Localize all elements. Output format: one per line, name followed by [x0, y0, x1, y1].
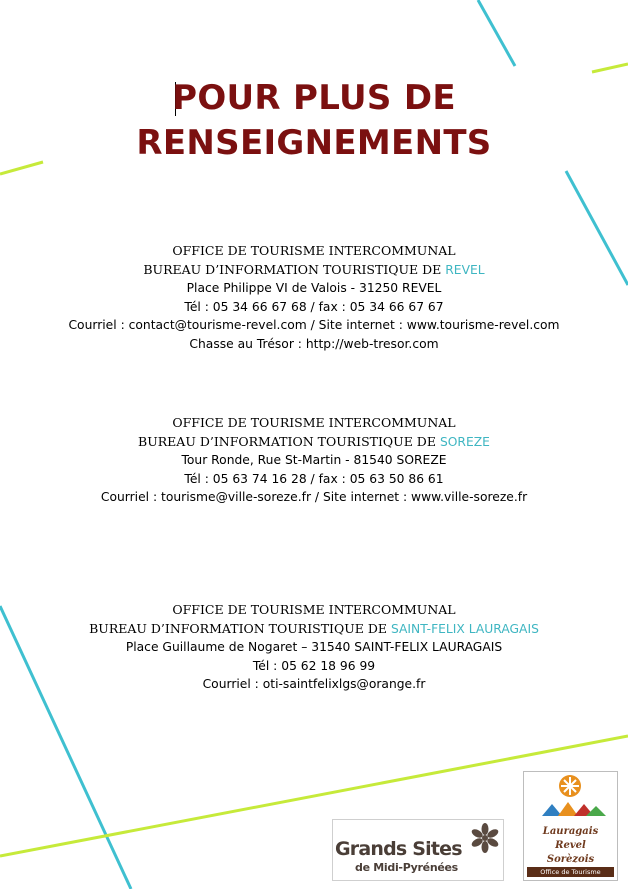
bureau-prefix: BUREAU D’INFORMATION TOURISTIQUE DE [143, 261, 446, 277]
office-revel [0, 242, 628, 353]
office-address: Place Guillaume de Nogaret – 31540 SAINT-FELIX LAURAGAIS [125, 640, 503, 654]
office-extra: Chasse au Trésor : http://web-tresor.com [189, 336, 439, 351]
cross-emblem-icon [524, 772, 617, 824]
grands-sites-logo [332, 819, 504, 881]
grands-sites-title: Grands Sites [335, 838, 462, 860]
office-contact: Courriel : oti-saintfelixlgs@orange.fr [202, 677, 426, 691]
office-address: Place Philippe VI de Valois - 31250 REVEL [186, 281, 442, 295]
grands-sites-subtitle: de Midi-Pyrénées [355, 861, 458, 874]
bureau-city: REVEL [445, 262, 485, 277]
office-saint-felix [0, 601, 628, 694]
office-phone: Tél : 05 34 66 67 68 / fax : 05 34 66 67 67 [184, 299, 444, 314]
lauragais-line-1: Lauragais [542, 826, 599, 837]
office-heading: OFFICE DE TOURISME INTERCOMMUNAL [172, 243, 456, 258]
bureau-line [0, 261, 628, 280]
office-phone: Tél : 05 62 18 96 99 [252, 658, 376, 673]
bureau-prefix: BUREAU D’INFORMATION TOURISTIQUE DE [89, 620, 391, 636]
office-heading: OFFICE DE TOURISME INTERCOMMUNAL [172, 602, 456, 617]
bureau-city: SOREZE [439, 434, 490, 449]
bureau-line [0, 433, 628, 452]
bureau-line [0, 620, 628, 639]
office-contact: Courriel : contact@tourisme-revel.com / Site internet : www.tourisme-revel.com [68, 318, 560, 332]
lauragais-line-2: Revel [555, 840, 586, 851]
teal-line-top-right [478, 0, 515, 66]
page-title-line-2: RENSEIGNEMENTS [136, 123, 492, 163]
office-contact: Courriel : tourisme@ville-soreze.fr / Site internet : www.ville-soreze.fr [100, 490, 528, 504]
office-phone: Tél : 05 63 74 16 28 / fax : 05 63 50 86 61 [184, 471, 444, 486]
bureau-prefix: BUREAU D’INFORMATION TOURISTIQUE DE [138, 433, 440, 449]
page-title-line-1: POUR PLUS DE [172, 78, 456, 118]
green-line-top-right [592, 64, 628, 72]
office-soreze [0, 414, 628, 507]
lauragais-office-logo [523, 771, 618, 881]
office-address: Tour Ronde, Rue St-Martin - 81540 SOREZE [181, 453, 447, 467]
lauragais-line-3: Sorèzois [546, 854, 595, 865]
office-heading: OFFICE DE TOURISME INTERCOMMUNAL [172, 415, 456, 430]
flower-icon [469, 822, 501, 858]
lauragais-footer: Office de Tourisme [527, 867, 614, 877]
bureau-city: SAINT-FELIX LAURAGAIS [390, 621, 539, 636]
